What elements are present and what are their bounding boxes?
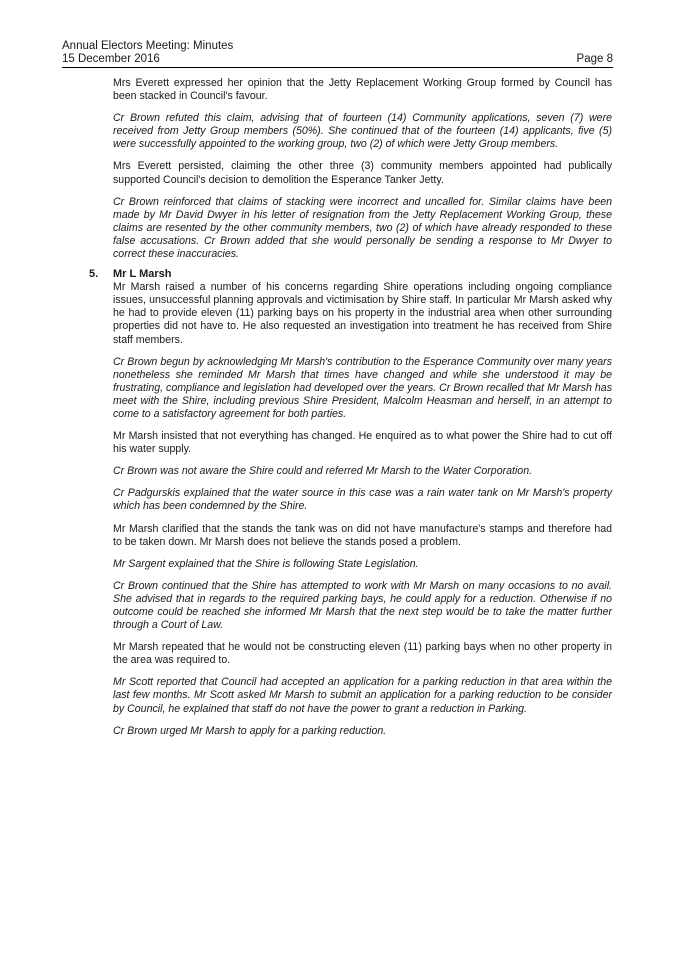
- paragraph: Mr Marsh raised a number of his concerns regarding Shire operations including ongoing compliance issues, unsuccessful planning approvals and victimisation by Shire staff. In particular Mr Marsh asked why he had to provide eleven (11) parking bays on his property in the industrial area when other surrounding properties did not have to. He also requested an investigation into treatment he has received from Shire staff members.: [113, 281, 612, 346]
- paragraph: Cr Brown continued that the Shire has attempted to work with Mr Marsh on many occasions to no avail. She advised that in regards to the required parking bays, he could apply for a reduction. Otherwise if no outcome could be reached she informed Mr Marsh that the next step would be to take the matter further through a Court of Law.: [113, 579, 612, 632]
- paragraph: Cr Brown begun by acknowledging Mr Marsh's contribution to the Esperance Community over many years nonetheless she reminded Mr Marsh that times have changed and while she understood it may be frustrating, compliance and legislation had developed over the years. Cr Brown recalled that Mr Marsh has meet with the Shire, including previous Shire President, Malcolm Heasman and herself, in an attempt to come to a satisfactory agreement for both parties.: [113, 355, 612, 420]
- paragraph: Mrs Everett expressed her opinion that the Jetty Replacement Working Group formed by Council has been stacked in Council's favour.: [113, 77, 612, 103]
- section-5: [89, 268, 612, 738]
- document-title: Annual Electors Meeting: Minutes: [62, 40, 234, 52]
- paragraph: Cr Padgurskis explained that the water source in this case was a rain water tank on Mr Marsh's property which has been condemned by the Shire.: [113, 487, 612, 513]
- paragraph: Cr Brown reinforced that claims of stacking were incorrect and uncalled for. Similar claims have been made by Mr David Dwyer in his letter of resignation from the Jetty Replacement Working Group, these claims are resented by the other community members, two (2) of which have already responded to these false accusations. Cr Brown added that she would personally be sending a response to Mr Dwyer to correct these inaccuracies.: [113, 195, 612, 261]
- section-body: [113, 281, 612, 738]
- paragraph: Cr Brown was not aware the Shire could and referred Mr Marsh to the Water Corporation.: [113, 465, 533, 478]
- paragraph: Mr Marsh insisted that not everything has changed. He enquired as to what power the Shire had to cut off his water supply.: [113, 430, 612, 456]
- section-number: 5.: [89, 268, 99, 281]
- meeting-date: 15 December 2016: [62, 53, 160, 65]
- page-header: [62, 40, 613, 66]
- paragraph: Mrs Everett persisted, claiming the other three (3) community members appointed had publically supported Council's decision to demolition the Esperance Tanker Jetty.: [113, 160, 612, 186]
- section-title: Mr L Marsh: [113, 268, 172, 281]
- minutes-body: [89, 77, 612, 747]
- paragraph: Cr Brown refuted this claim, advising that of fourteen (14) Community applications, seven (7) were received from Jetty Group members (50%). She continued that of the fourteen (14) applicants, five (5) were successfully appointed to the working group, two (2) of which were Jetty Group members.: [113, 112, 612, 151]
- paragraph: Mr Marsh clarified that the stands the tank was on did not have manufacture's stamps and therefore had to be taken down. Mr Marsh does not believe the stands posed a problem.: [113, 522, 612, 548]
- intro-paragraphs: [113, 77, 612, 261]
- paragraph: Cr Brown urged Mr Marsh to apply for a parking reduction.: [113, 724, 387, 737]
- header-divider: [62, 67, 613, 68]
- page-number: Page 8: [576, 53, 613, 65]
- paragraph: Mr Sargent explained that the Shire is following State Legislation.: [113, 557, 419, 570]
- paragraph: Mr Scott reported that Council had accepted an application for a parking reduction in that area within the last few months. Mr Scott asked Mr Marsh to submit an application for a parking reduction to be consider by Council, he explained that staff do not have the power to grant a reduction in Parking.: [113, 676, 612, 715]
- paragraph: Mr Marsh repeated that he would not be constructing eleven (11) parking bays when no other property in the area was required to.: [113, 641, 612, 667]
